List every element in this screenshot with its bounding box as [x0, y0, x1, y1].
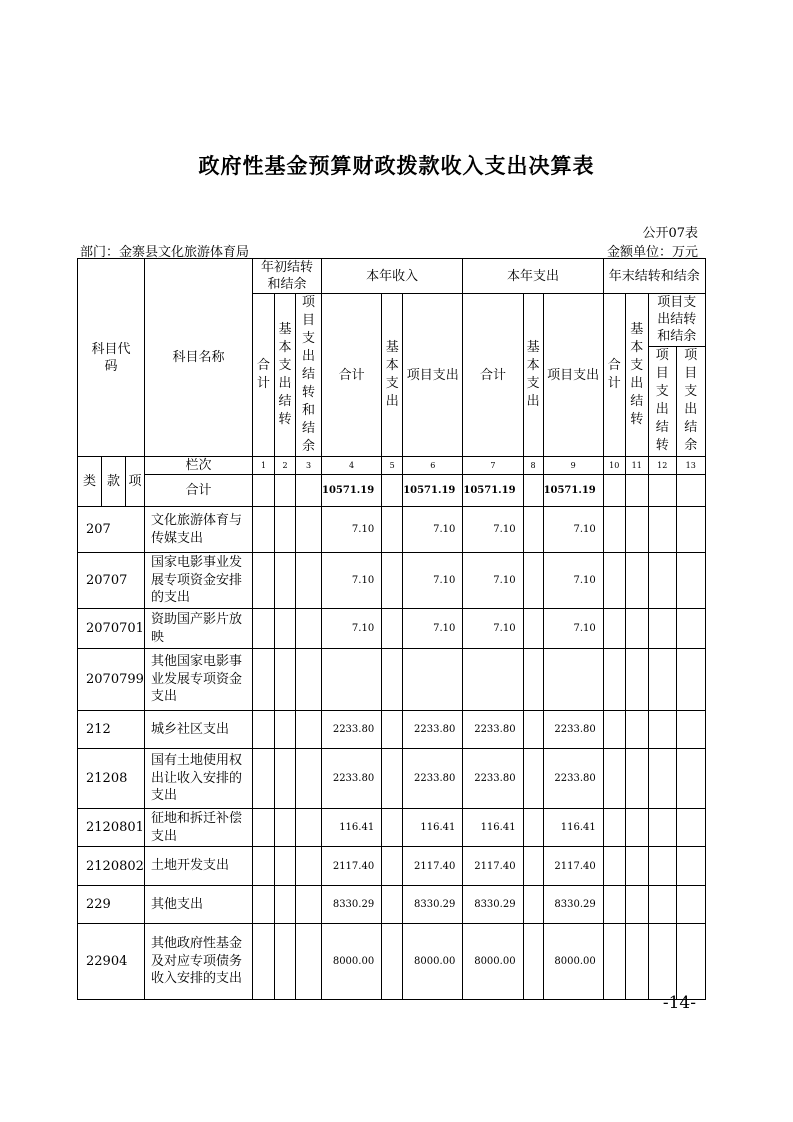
value-cell: [603, 609, 625, 649]
value-cell: [648, 609, 676, 649]
value-cell: [275, 553, 296, 609]
subject-code: 2070701: [78, 609, 145, 649]
value-cell: [253, 609, 275, 649]
value-cell: [603, 507, 625, 553]
header-closing-total: 合计: [603, 294, 625, 457]
value-cell: [603, 711, 625, 749]
subject-name: 文化旅游体育与传媒支出: [145, 507, 253, 553]
column-number-cell: 8: [523, 457, 543, 475]
value-cell: [523, 886, 543, 924]
value-cell: [603, 809, 625, 847]
exp-total: 8000.00: [463, 924, 523, 1000]
value-cell: [603, 749, 625, 809]
value-cell: [648, 809, 676, 847]
subject-code: 2070799: [78, 649, 145, 711]
exp-project: 8000.00: [543, 924, 603, 1000]
value-cell: [253, 809, 275, 847]
value-cell: [648, 924, 676, 1000]
exp-total: 116.41: [463, 809, 523, 847]
value-cell: [625, 649, 648, 711]
value-cell: [382, 609, 403, 649]
exp-total: 7.10: [463, 609, 523, 649]
value-cell: [603, 553, 625, 609]
income-project: 8000.00: [403, 924, 463, 1000]
total-cell: [523, 475, 543, 507]
column-number-cell: 3: [296, 457, 322, 475]
subject-name: 其他支出: [145, 886, 253, 924]
total-income-project: 10571.19: [403, 475, 463, 507]
exp-project: 7.10: [543, 507, 603, 553]
subject-code: 2120802: [78, 847, 145, 886]
value-cell: [275, 847, 296, 886]
header-subject-code: 科目代码: [78, 259, 145, 457]
value-cell: [296, 886, 322, 924]
header-income-project: 项目支出: [403, 294, 463, 457]
value-cell: [648, 507, 676, 553]
exp-project: 8330.29: [543, 886, 603, 924]
exp-project: [543, 649, 603, 711]
value-cell: [625, 924, 648, 1000]
table-row: [78, 711, 706, 749]
total-cell: [648, 475, 676, 507]
department-label: 部门：金寨县文化旅游体育局: [80, 245, 250, 260]
value-cell: [676, 809, 705, 847]
value-cell: [275, 649, 296, 711]
value-cell: [253, 711, 275, 749]
column-number-cell: 11: [625, 457, 648, 475]
subject-code: 207: [78, 507, 145, 553]
value-cell: [676, 507, 705, 553]
income-project: 2233.80: [403, 749, 463, 809]
header-opening-balance: 年初结转和结余: [253, 259, 322, 294]
table-row: [78, 609, 706, 649]
income-total: 116.41: [322, 809, 382, 847]
value-cell: [275, 507, 296, 553]
income-total: 2233.80: [322, 749, 382, 809]
table-row: [78, 809, 706, 847]
value-cell: [253, 847, 275, 886]
header-closing-project-carry: 项目支出结转: [648, 346, 676, 456]
income-total: 7.10: [322, 507, 382, 553]
column-number-cell: 10: [603, 457, 625, 475]
income-total: 2233.80: [322, 711, 382, 749]
subject-name: 其他国家电影事业发展专项资金支出: [145, 649, 253, 711]
value-cell: [296, 809, 322, 847]
total-income-total: 10571.19: [322, 475, 382, 507]
value-cell: [625, 507, 648, 553]
exp-total: 7.10: [463, 553, 523, 609]
value-cell: [648, 553, 676, 609]
column-number-cell: 6: [403, 457, 463, 475]
value-cell: [523, 649, 543, 711]
page-title: 政府性基金预算财政拨款收入支出决算表: [198, 153, 595, 178]
value-cell: [676, 553, 705, 609]
column-number-cell: 5: [382, 457, 403, 475]
income-project: 2117.40: [403, 847, 463, 886]
table-row: [78, 507, 706, 553]
value-cell: [382, 553, 403, 609]
value-cell: [648, 847, 676, 886]
income-total: 8000.00: [322, 924, 382, 1000]
subject-code: 22904: [78, 924, 145, 1000]
exp-project: 7.10: [543, 609, 603, 649]
subject-name: 城乡社区支出: [145, 711, 253, 749]
column-number-cell: 2: [275, 457, 296, 475]
header-exp-total: 合计: [463, 294, 523, 457]
value-cell: [382, 711, 403, 749]
total-cell: [382, 475, 403, 507]
income-project: 8330.29: [403, 886, 463, 924]
value-cell: [625, 553, 648, 609]
header-income-basic: 基本支出: [382, 294, 403, 457]
value-cell: [296, 924, 322, 1000]
column-number-cell: 7: [463, 457, 523, 475]
value-cell: [603, 649, 625, 711]
exp-total: 2233.80: [463, 711, 523, 749]
value-cell: [625, 711, 648, 749]
column-number-cell: 12: [648, 457, 676, 475]
value-cell: [523, 809, 543, 847]
exp-total: [463, 649, 523, 711]
value-cell: [296, 507, 322, 553]
header-income-total: 合计: [322, 294, 382, 457]
value-cell: [253, 749, 275, 809]
header-closing-balance: 年末结转和结余: [603, 259, 705, 294]
header-opening-total: 合计: [253, 294, 275, 457]
subject-code: 21208: [78, 749, 145, 809]
value-cell: [275, 809, 296, 847]
header-exp-project: 项目支出: [543, 294, 603, 457]
value-cell: [625, 609, 648, 649]
value-cell: [382, 847, 403, 886]
income-total: 8330.29: [322, 886, 382, 924]
value-cell: [523, 609, 543, 649]
value-cell: [275, 924, 296, 1000]
subject-name: 土地开发支出: [145, 847, 253, 886]
column-number-cell: 4: [322, 457, 382, 475]
value-cell: [382, 809, 403, 847]
value-cell: [676, 924, 705, 1000]
subject-name: 国有土地使用权出让收入安排的支出: [145, 749, 253, 809]
value-cell: [253, 553, 275, 609]
income-total: 2117.40: [322, 847, 382, 886]
exp-total: 7.10: [463, 507, 523, 553]
subject-name: 征地和拆迁补偿支出: [145, 809, 253, 847]
value-cell: [676, 886, 705, 924]
value-cell: [253, 886, 275, 924]
income-total: 7.10: [322, 553, 382, 609]
total-exp-total: 10571.19: [463, 475, 523, 507]
header-expenditure: 本年支出: [463, 259, 603, 294]
table-row: [78, 924, 706, 1000]
exp-project: 7.10: [543, 553, 603, 609]
value-cell: [676, 649, 705, 711]
value-cell: [296, 749, 322, 809]
income-project: 7.10: [403, 553, 463, 609]
table-row: [78, 649, 706, 711]
income-total: 7.10: [322, 609, 382, 649]
header-closing-project-balance: 项目支出结余: [676, 346, 705, 456]
header-xiang: 项: [126, 457, 145, 507]
value-cell: [296, 609, 322, 649]
income-project: 7.10: [403, 609, 463, 649]
income-project: [403, 649, 463, 711]
value-cell: [603, 886, 625, 924]
unit-label: 金额单位：万元: [606, 245, 698, 260]
value-cell: [253, 507, 275, 553]
value-cell: [676, 847, 705, 886]
exp-project: 2233.80: [543, 711, 603, 749]
table-row: [78, 553, 706, 609]
subject-code: 20707: [78, 553, 145, 609]
exp-project: 2117.40: [543, 847, 603, 886]
total-cell: [253, 475, 275, 507]
value-cell: [275, 609, 296, 649]
table-row: [78, 847, 706, 886]
exp-total: 2233.80: [463, 749, 523, 809]
value-cell: [275, 886, 296, 924]
value-cell: [382, 886, 403, 924]
header-closing-project: 项目支出结转和结余: [648, 294, 705, 347]
total-exp-project: 10571.19: [543, 475, 603, 507]
value-cell: [676, 711, 705, 749]
value-cell: [296, 847, 322, 886]
value-cell: [275, 711, 296, 749]
value-cell: [676, 749, 705, 809]
total-cell: [296, 475, 322, 507]
subject-code: 212: [78, 711, 145, 749]
value-cell: [648, 711, 676, 749]
value-cell: [382, 924, 403, 1000]
value-cell: [382, 749, 403, 809]
header-lei: 类: [78, 457, 102, 507]
value-cell: [648, 749, 676, 809]
table-row: [78, 886, 706, 924]
value-cell: [275, 749, 296, 809]
value-cell: [625, 809, 648, 847]
exp-total: 2117.40: [463, 847, 523, 886]
column-number-cell: 1: [253, 457, 275, 475]
value-cell: [603, 924, 625, 1000]
value-cell: [253, 649, 275, 711]
header-income: 本年收入: [322, 259, 463, 294]
value-cell: [296, 553, 322, 609]
value-cell: [523, 507, 543, 553]
form-number: 公开07表: [642, 226, 698, 241]
total-row-label: 合计: [145, 475, 253, 507]
header-column-no: 栏次: [145, 457, 253, 475]
value-cell: [625, 749, 648, 809]
header-opening-basic: 基本支出结转: [275, 294, 296, 457]
value-cell: [603, 847, 625, 886]
budget-table: [77, 258, 706, 1000]
page-number: -14-: [662, 993, 696, 1013]
subject-name: 其他政府性基金及对应专项债务收入安排的支出: [145, 924, 253, 1000]
income-project: 2233.80: [403, 711, 463, 749]
value-cell: [382, 507, 403, 553]
value-cell: [648, 649, 676, 711]
exp-total: 8330.29: [463, 886, 523, 924]
header-exp-basic: 基本支出: [523, 294, 543, 457]
value-cell: [648, 886, 676, 924]
subject-name: 资助国产影片放映: [145, 609, 253, 649]
header-kuan: 款: [102, 457, 126, 507]
column-number-cell: 13: [676, 457, 705, 475]
value-cell: [523, 749, 543, 809]
value-cell: [523, 711, 543, 749]
header-subject-name: 科目名称: [145, 259, 253, 457]
value-cell: [676, 609, 705, 649]
value-cell: [523, 847, 543, 886]
value-cell: [296, 649, 322, 711]
total-cell: [676, 475, 705, 507]
subject-code: 2120801: [78, 809, 145, 847]
header-closing-basic: 基本支出结转: [625, 294, 648, 457]
value-cell: [382, 649, 403, 711]
subject-code: 229: [78, 886, 145, 924]
income-project: 7.10: [403, 507, 463, 553]
income-project: 116.41: [403, 809, 463, 847]
exp-project: 2233.80: [543, 749, 603, 809]
exp-project: 116.41: [543, 809, 603, 847]
value-cell: [296, 711, 322, 749]
value-cell: [523, 924, 543, 1000]
value-cell: [625, 847, 648, 886]
value-cell: [253, 924, 275, 1000]
subject-name: 国家电影事业发展专项资金安排的支出: [145, 553, 253, 609]
value-cell: [625, 886, 648, 924]
income-total: [322, 649, 382, 711]
value-cell: [523, 553, 543, 609]
column-number-cell: 9: [543, 457, 603, 475]
total-cell: [625, 475, 648, 507]
total-cell: [603, 475, 625, 507]
table-row: [78, 749, 706, 809]
total-cell: [275, 475, 296, 507]
header-opening-project: 项目支出结转和结余: [296, 294, 322, 457]
